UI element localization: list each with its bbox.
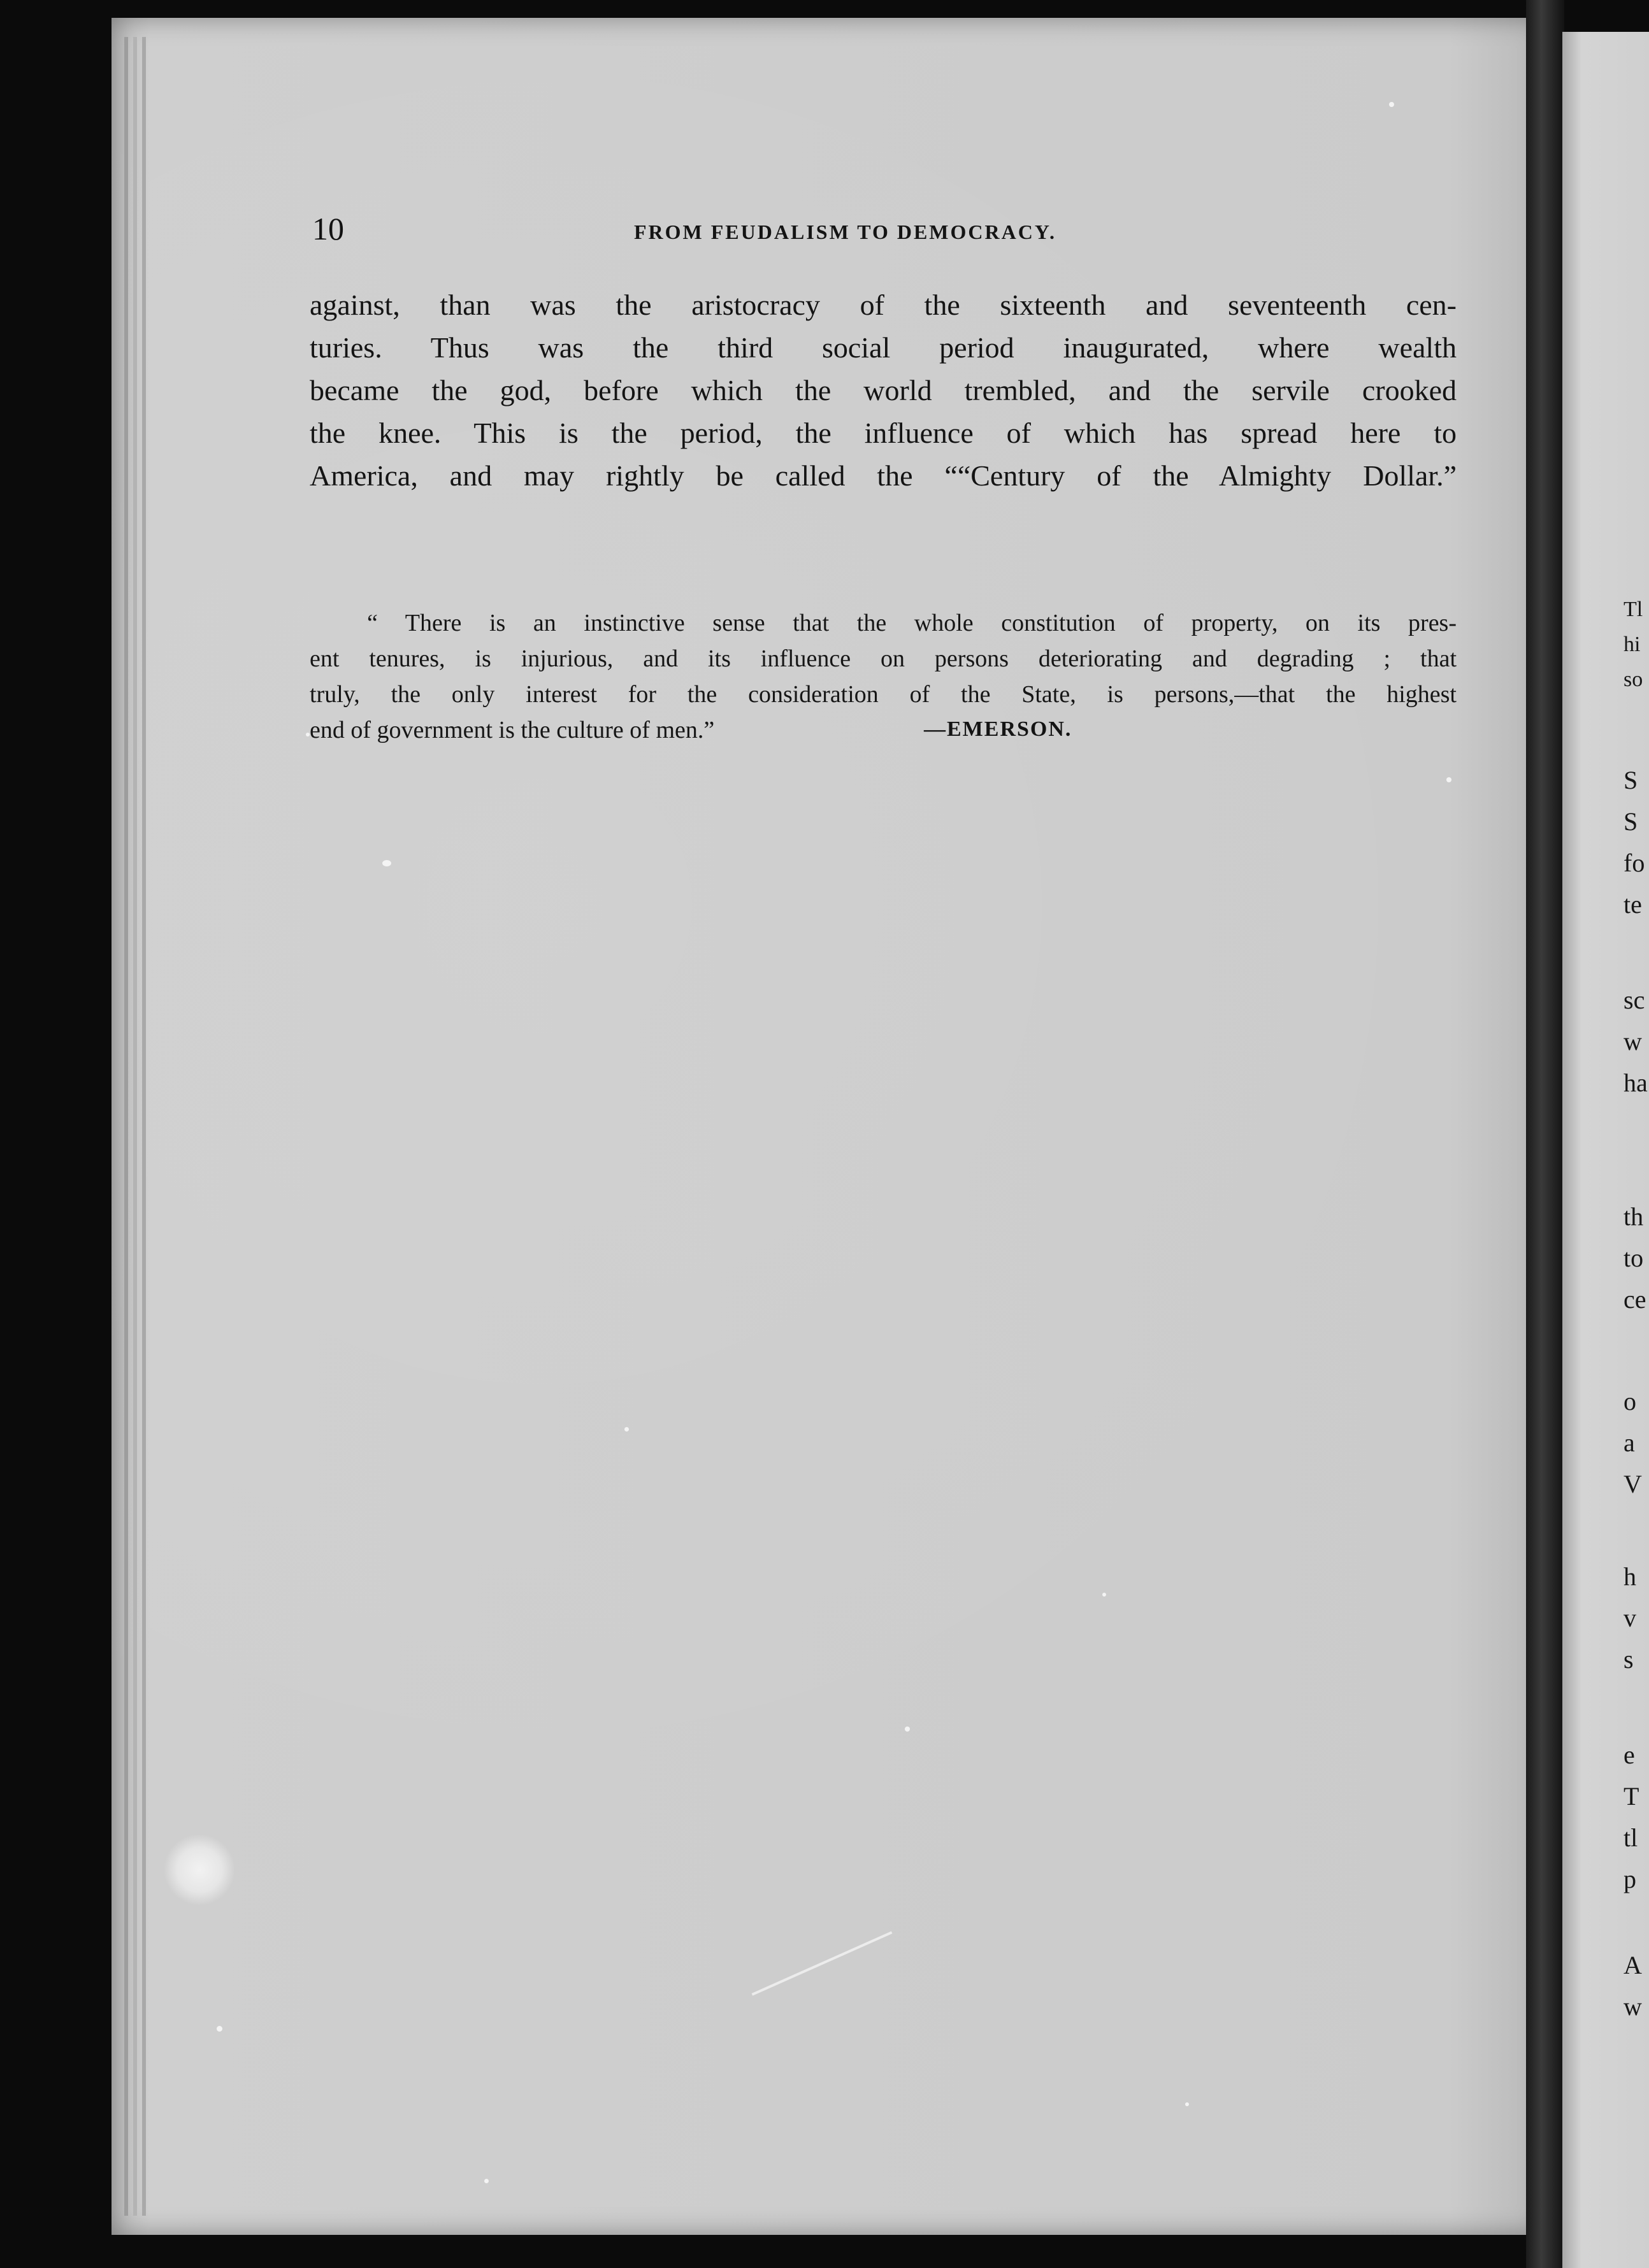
speck <box>1446 777 1451 782</box>
paper-blot <box>164 1835 234 1905</box>
facing-page-fragment: hi <box>1624 633 1641 656</box>
speck <box>1389 102 1394 107</box>
facing-page-fragment: o <box>1624 1387 1636 1416</box>
body-line: became the god, before which the world trembled, and the servile crooked <box>310 374 1457 406</box>
facing-page-fragment: th <box>1624 1202 1644 1231</box>
running-title: FROM FEUDALISM TO DEMOCRACY. <box>634 220 1056 243</box>
quote-line: end of government is the culture of men.” <box>310 717 715 743</box>
facing-page-fragment: a <box>1624 1428 1635 1457</box>
facing-page-fragment: V <box>1624 1470 1642 1498</box>
facing-page-fragment: tl <box>1624 1823 1638 1852</box>
facing-page-fragment: te <box>1624 890 1642 919</box>
speck <box>905 1726 910 1732</box>
epigraph-quote <box>310 605 1457 748</box>
facing-page <box>1562 32 1649 2268</box>
speck <box>1102 1593 1106 1597</box>
body-line: turies. Thus was the third social period inaugurated, where wealth <box>310 331 1457 364</box>
facing-page-fragment: fo <box>1624 849 1645 877</box>
facing-page-fragment: S <box>1624 807 1638 836</box>
book-gutter <box>1526 0 1564 2268</box>
speck <box>306 733 310 736</box>
facing-page-fragment: s <box>1624 1645 1634 1674</box>
facing-page-fragment: w <box>1624 1992 1642 2021</box>
quote-attribution: —EMERSON. <box>924 717 1072 741</box>
speck <box>217 2026 222 2032</box>
facing-page-fragment: to <box>1624 1244 1644 1272</box>
facing-page-fragment: v <box>1624 1604 1636 1632</box>
page-edge-stack <box>124 37 128 2216</box>
facing-page-fragment: sc <box>1624 986 1645 1014</box>
speck <box>1185 2102 1189 2106</box>
running-head <box>312 210 1456 248</box>
speck <box>382 860 391 866</box>
facing-page-fragment: so <box>1624 668 1643 691</box>
facing-page-fragment: e <box>1624 1740 1635 1769</box>
quote-line: ent tenures, is injurious, and its influence on persons deteriorating and degrading ; that <box>310 645 1457 672</box>
body-line: against, than was the aristocracy of the sixteenth and seventeenth cen- <box>310 289 1457 321</box>
facing-page-fragment: h <box>1624 1562 1636 1591</box>
page-number: 10 <box>312 211 344 247</box>
facing-page-fragment: T <box>1624 1782 1639 1811</box>
body-paragraph <box>310 284 1457 497</box>
facing-page-fragment: p <box>1624 1865 1636 1893</box>
quote-line: truly, the only interest for the consideration of the State, is persons,—that the highest <box>310 681 1457 708</box>
facing-page-fragment: A <box>1624 1951 1642 1979</box>
facing-page-fragment: ce <box>1624 1285 1646 1314</box>
facing-page-fragment: S <box>1624 766 1638 794</box>
speck <box>484 2179 489 2183</box>
facing-page-fragment: w <box>1624 1027 1642 1056</box>
quote-line: “ There is an instinctive sense that the whole constitution of property, on its pres- <box>367 610 1457 636</box>
body-line: America, and may rightly be called the ““Century of the Almighty Dollar.” <box>310 459 1457 492</box>
speck <box>624 1427 629 1432</box>
body-line: the knee. This is the period, the influence of which has spread here to <box>310 417 1457 449</box>
facing-page-fragment: ha <box>1624 1068 1648 1097</box>
facing-page-fragment: Tl <box>1624 598 1643 621</box>
